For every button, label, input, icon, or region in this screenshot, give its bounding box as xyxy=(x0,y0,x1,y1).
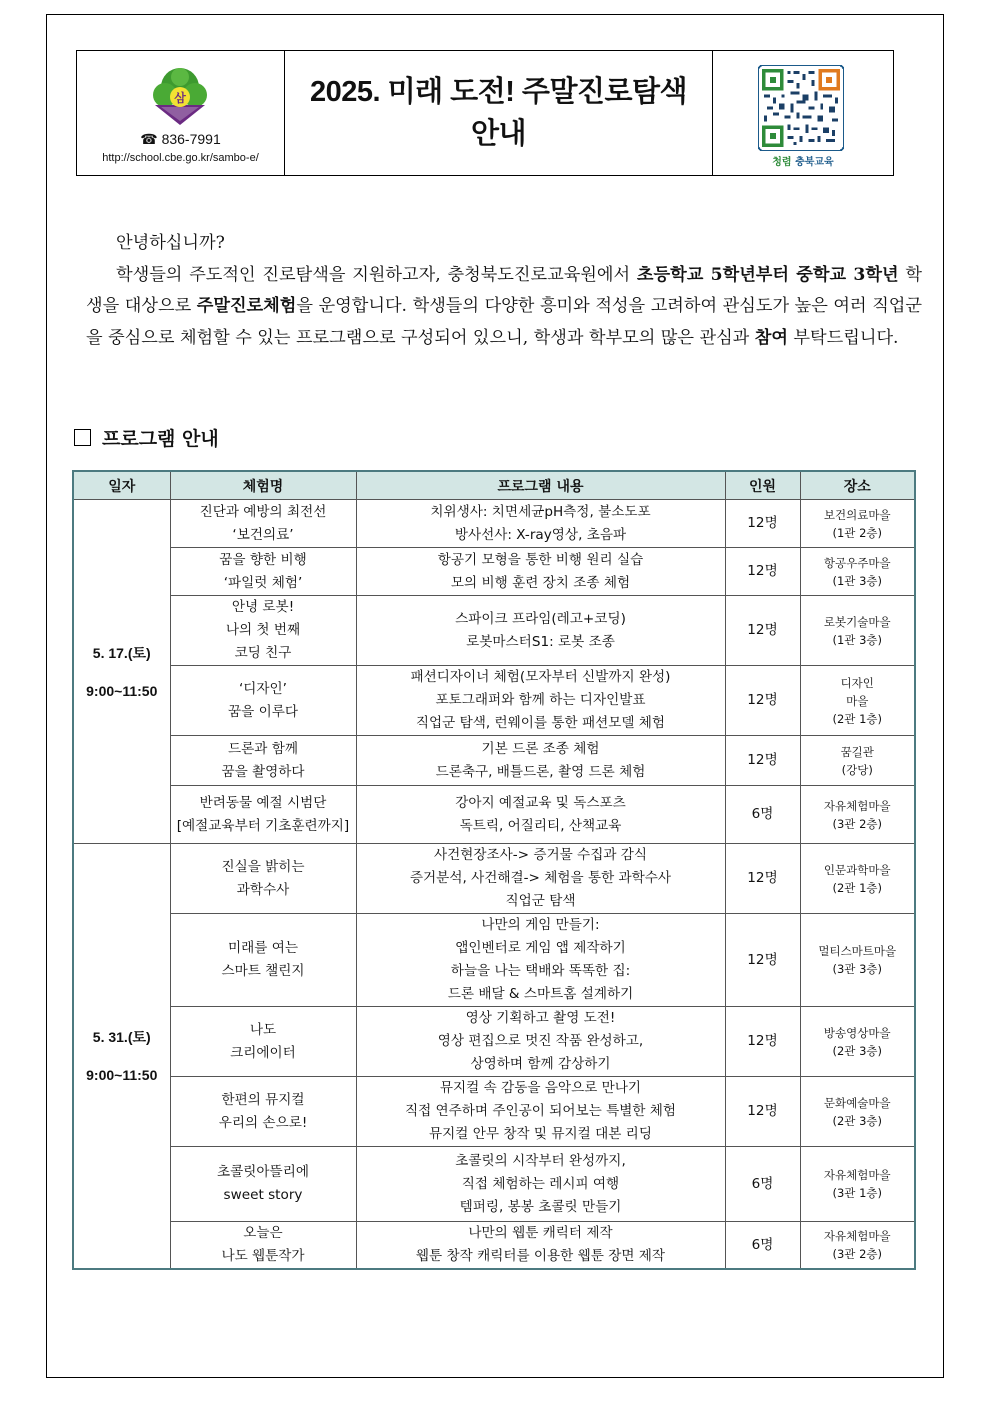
place-cell xyxy=(800,1222,915,1270)
program-name-cell-line: 꿈을 이루다 xyxy=(228,703,298,720)
program-name-cell xyxy=(170,666,356,736)
intro-bold-participation: 참여 xyxy=(754,327,788,348)
place-cell xyxy=(800,548,915,596)
logo-text: 삼 xyxy=(174,91,186,105)
table-row xyxy=(73,1147,915,1222)
program-content-cell-line: 증거분석, 사건해결-> 체험을 통한 과학수사 xyxy=(409,870,672,886)
program-content-cell xyxy=(356,1222,725,1270)
people-cell: 12명 xyxy=(725,914,800,1007)
place-cell xyxy=(800,500,915,548)
date-cell xyxy=(73,500,170,844)
qr-caption xyxy=(713,153,893,168)
place-cell-line: 문화예술마을 xyxy=(823,1095,891,1110)
program-content-cell-line: 뮤지컬 안무 창작 및 뮤지컬 대본 리딩 xyxy=(429,1126,652,1142)
table-row xyxy=(73,1007,915,1077)
table-row xyxy=(73,666,915,736)
title-line-1: 2025. 미래 도전! 주말진로탐색 xyxy=(309,76,688,108)
program-name-cell-line: 진단과 예방의 최전선 xyxy=(199,503,327,520)
program-content-cell-line: 하늘을 나는 택배와 똑똑한 집: xyxy=(450,963,631,979)
school-logo xyxy=(145,65,215,127)
people-cell: 12명 xyxy=(725,1007,800,1077)
program-content-cell-line: 강아지 예절교육 및 독스포츠 xyxy=(455,794,626,811)
program-name-cell-line: 우리의 손으로! xyxy=(218,1114,308,1131)
place-cell-line: 디자인 xyxy=(840,675,874,690)
people-cell: 12명 xyxy=(725,500,800,548)
program-name-cell-line: 안녕 로봇! xyxy=(231,599,295,615)
place-cell-line: (3관 2층) xyxy=(832,816,882,831)
program-content-cell xyxy=(356,1147,725,1222)
header-people: 인원 xyxy=(725,471,800,500)
title-cell xyxy=(285,51,713,175)
program-content-cell-line: 초콜릿의 시작부터 완성까지, xyxy=(455,1152,626,1169)
people-cell: 12명 xyxy=(725,596,800,666)
place-cell-line: (3관 1층) xyxy=(832,1186,882,1200)
program-content-cell-line: 독트릭, 어질리티, 산책교육 xyxy=(459,817,622,834)
program-content-cell xyxy=(356,914,725,1007)
people-cell: 12명 xyxy=(725,1077,800,1147)
program-name-cell-line: 크리에이터 xyxy=(230,1044,296,1061)
place-cell-line: (3관 2층) xyxy=(832,1247,882,1261)
table-row xyxy=(73,736,915,786)
table-row xyxy=(73,500,915,548)
program-content-cell-line: 영상 기획하고 촬영 도전! xyxy=(465,1010,616,1026)
program-content-cell-line: 항공기 모형을 통한 비행 원리 실습 xyxy=(437,551,644,568)
program-content-cell-line: 직업군 탐색 xyxy=(505,893,576,909)
program-name-cell-line: 꿈을 촬영하다 xyxy=(221,763,305,780)
program-content-cell-line: 나만의 게임 만들기: xyxy=(481,917,600,933)
people-cell: 6명 xyxy=(725,786,800,844)
place-cell xyxy=(800,666,915,736)
program-name-cell-line: 꿈을 향한 비행 xyxy=(219,551,307,568)
program-content-cell-line: 방사선사: X-ray영상, 초음파 xyxy=(454,526,627,543)
header-place: 장소 xyxy=(800,471,915,500)
date-label: 5. 17.(토) xyxy=(92,644,151,661)
program-content-cell xyxy=(356,736,725,786)
program-name-cell xyxy=(170,500,356,548)
table-body xyxy=(73,500,915,1270)
program-name-cell xyxy=(170,1007,356,1077)
program-name-cell xyxy=(170,736,356,786)
program-table xyxy=(72,470,916,1270)
program-content-cell-line: 기본 드론 조종 체험 xyxy=(481,740,600,757)
table-row xyxy=(73,596,915,666)
program-name-cell-line: 진실을 밝히는 xyxy=(221,858,305,875)
place-cell xyxy=(800,914,915,1007)
checkbox-icon xyxy=(74,429,91,446)
place-cell xyxy=(800,1077,915,1147)
place-cell-line: 방송영상마을 xyxy=(823,1025,891,1040)
place-cell xyxy=(800,786,915,844)
intro-text-2: 학생을 대상으로 xyxy=(86,264,922,316)
place-cell-line: 자유체험마을 xyxy=(823,1229,891,1243)
program-content-cell xyxy=(356,500,725,548)
program-name-cell-line: ‘보건의료’ xyxy=(232,526,294,543)
place-cell-line: (2관 3층) xyxy=(832,1043,882,1058)
place-cell xyxy=(800,1007,915,1077)
place-cell xyxy=(800,736,915,786)
school-url[interactable]: http://school.cbe.go.kr/sambo-e/ xyxy=(102,152,259,164)
place-cell-line: (1관 3층) xyxy=(832,573,882,588)
place-cell-line: 마을 xyxy=(846,693,869,708)
program-content-cell xyxy=(356,1077,725,1147)
people-cell: 12명 xyxy=(725,736,800,786)
place-cell-line: 자유체험마을 xyxy=(823,798,891,813)
intro-text-4: 부탁드립니다. xyxy=(787,327,899,348)
people-cell: 12명 xyxy=(725,844,800,914)
qr-cell xyxy=(713,51,893,175)
table-row xyxy=(73,914,915,1007)
time-label: 9:00~11:50 xyxy=(86,682,158,699)
program-name-cell-line: 코딩 친구 xyxy=(234,645,292,661)
program-name-cell-line: 초콜릿아뜰리에 xyxy=(217,1164,309,1180)
header-name: 체험명 xyxy=(170,471,356,500)
table-row xyxy=(73,786,915,844)
place-cell-line: 항공우주마을 xyxy=(823,555,891,570)
place-cell-line: 멀티스마트마을 xyxy=(818,944,897,958)
program-name-cell xyxy=(170,786,356,844)
program-name-cell-line: 나도 xyxy=(249,1021,277,1038)
program-name-cell xyxy=(170,1147,356,1222)
program-name-cell xyxy=(170,1077,356,1147)
table-header-row xyxy=(73,471,915,500)
program-content-cell-line: 스파이크 프라임(레고+코딩) xyxy=(455,610,626,627)
date-cell xyxy=(73,844,170,1270)
program-content-cell-line: 사건현장조사-> 증거물 수집과 감식 xyxy=(433,847,648,863)
place-cell-line: (2관 1층) xyxy=(832,880,882,895)
program-name-cell-line: 스마트 챌린지 xyxy=(221,963,305,979)
time-label: 9:00~11:50 xyxy=(86,1067,158,1083)
header-content: 프로그램 내용 xyxy=(356,471,725,500)
qr-code[interactable] xyxy=(758,65,844,151)
place-cell-line: (2관 1층) xyxy=(832,711,882,726)
program-content-cell-line: 드론축구, 배틀드론, 촬영 드론 체험 xyxy=(435,763,646,780)
program-name-cell xyxy=(170,548,356,596)
place-cell-line: (강당) xyxy=(841,762,873,777)
intro-bold-program: 주말진로체험 xyxy=(196,296,297,316)
program-content-cell-line: 패션디자이너 체험(모자부터 신발까지 완성) xyxy=(410,669,671,685)
place-cell-line: 꿈길관 xyxy=(840,744,874,759)
program-name-cell-line: ‘파일럿 체험’ xyxy=(223,574,303,591)
program-content-cell-line: 로봇마스터S1: 로봇 조종 xyxy=(466,633,615,650)
place-cell xyxy=(800,1147,915,1222)
program-name-cell xyxy=(170,1222,356,1270)
program-content-cell xyxy=(356,786,725,844)
program-name-cell-line: 미래를 여는 xyxy=(228,940,298,956)
place-cell xyxy=(800,844,915,914)
document-header xyxy=(76,50,894,176)
program-content-cell-line: 앱인벤터로 게임 앱 제작하기 xyxy=(455,940,626,956)
program-name-cell-line: 드론과 함께 xyxy=(228,740,298,757)
program-name-cell xyxy=(170,844,356,914)
program-name-cell-line: sweet story xyxy=(223,1187,303,1203)
program-content-cell-line: 포토그래퍼와 함께 하는 디자인발표 xyxy=(435,692,646,708)
intro-text-1: 학생들의 주도적인 진로탐색을 지원하고자, 충청북도진로교육원에서 xyxy=(116,264,637,285)
phone-number: ☎ 836-7991 xyxy=(140,131,221,147)
people-cell: 12명 xyxy=(725,548,800,596)
program-content-cell-line: 나만의 웹툰 캐릭터 제작 xyxy=(468,1225,613,1241)
table-row xyxy=(73,844,915,914)
program-content-cell-line: 모의 비행 훈련 장치 조종 체험 xyxy=(450,574,631,591)
table-row xyxy=(73,1222,915,1270)
place-cell-line: (3관 3층) xyxy=(832,962,882,976)
place-cell-line: (1관 2층) xyxy=(832,525,882,540)
program-content-cell xyxy=(356,1007,725,1077)
program-name-cell-line: 과학수사 xyxy=(236,881,290,898)
qr-caption-right: 충북교육 xyxy=(795,157,834,168)
place-cell-line: 인문과학마을 xyxy=(823,862,891,877)
school-info-cell xyxy=(77,51,285,175)
program-content-cell-line: 치위생사: 치면세균pH측정, 불소도포 xyxy=(430,503,651,520)
program-name-cell-line: 나도 웹툰작가 xyxy=(221,1248,305,1264)
program-content-cell xyxy=(356,548,725,596)
program-content-cell-line: 직업군 탐색, 런웨이를 통한 패션모델 체험 xyxy=(415,715,666,731)
title-line-2: 안내 xyxy=(470,118,527,150)
program-name-cell-line: 오늘은 xyxy=(243,1225,283,1241)
date-label: 5. 31.(토) xyxy=(92,1029,151,1045)
program-name-cell-line: ‘디자인’ xyxy=(238,680,288,697)
intro-text-3: 을 운영합니다. 학생들의 다양한 흥미와 적성을 고려하여 관심도가 높은 여러 직업군을 중심으로 체험할 수 있는 프로그램으로 구성되어 있으니, 학생과 학부모의 많은 관심과 xyxy=(86,296,922,348)
program-content-cell-line: 영상 편집으로 멋진 작품 완성하고, xyxy=(437,1033,644,1049)
section-title: 프로그램 안내 xyxy=(102,428,219,450)
people-cell: 12명 xyxy=(725,666,800,736)
program-content-cell-line: 템퍼링, 봉봉 초콜릿 만들기 xyxy=(459,1198,622,1215)
header-date: 일자 xyxy=(73,471,170,500)
place-cell xyxy=(800,596,915,666)
program-content-cell xyxy=(356,844,725,914)
place-cell-line: 보건의료마을 xyxy=(823,507,891,522)
program-name-cell-line: 나의 첫 번째 xyxy=(225,622,301,638)
program-content-cell-line: 뮤지컬 속 감동을 음악으로 만나기 xyxy=(439,1080,642,1096)
people-cell: 6명 xyxy=(725,1147,800,1222)
program-content-cell-line: 웹툰 창작 캐릭터를 이용한 웹툰 장면 제작 xyxy=(415,1248,666,1264)
program-content-cell xyxy=(356,666,725,736)
intro-text xyxy=(86,228,922,354)
people-cell: 6명 xyxy=(725,1222,800,1270)
place-cell-line: (1관 3층) xyxy=(832,632,882,647)
program-name-cell-line: 반려동물 예절 시범단 xyxy=(199,794,327,811)
intro-paragraph xyxy=(86,260,922,355)
intro-bold-target: 초등학교 5학년부터 중학교 3학년 xyxy=(636,264,899,285)
program-name-cell xyxy=(170,914,356,1007)
program-content-cell-line: 직접 연주하며 주인공이 되어보는 특별한 체험 xyxy=(404,1103,677,1119)
table-row xyxy=(73,1077,915,1147)
place-cell-line: 자유체험마을 xyxy=(823,1168,891,1182)
program-name-cell-line: 한편의 뮤지컬 xyxy=(221,1091,305,1108)
table-row xyxy=(73,548,915,596)
program-content-cell xyxy=(356,596,725,666)
program-name-cell xyxy=(170,596,356,666)
program-content-cell-line: 상영하며 함께 감상하기 xyxy=(470,1056,611,1072)
place-cell-line: 로봇기술마을 xyxy=(823,614,891,629)
place-cell-line: (2관 3층) xyxy=(832,1113,882,1128)
program-name-cell-line: [예절교육부터 기초훈련까지] xyxy=(176,817,350,834)
program-content-cell-line: 직접 체험하는 레시피 여행 xyxy=(461,1175,620,1192)
greeting: 안녕하십니까? xyxy=(116,233,225,253)
qr-caption-left: 청렴 xyxy=(772,157,792,168)
program-content-cell-line: 드론 배달 & 스마트홈 설계하기 xyxy=(447,986,634,1002)
section-heading xyxy=(74,424,219,451)
